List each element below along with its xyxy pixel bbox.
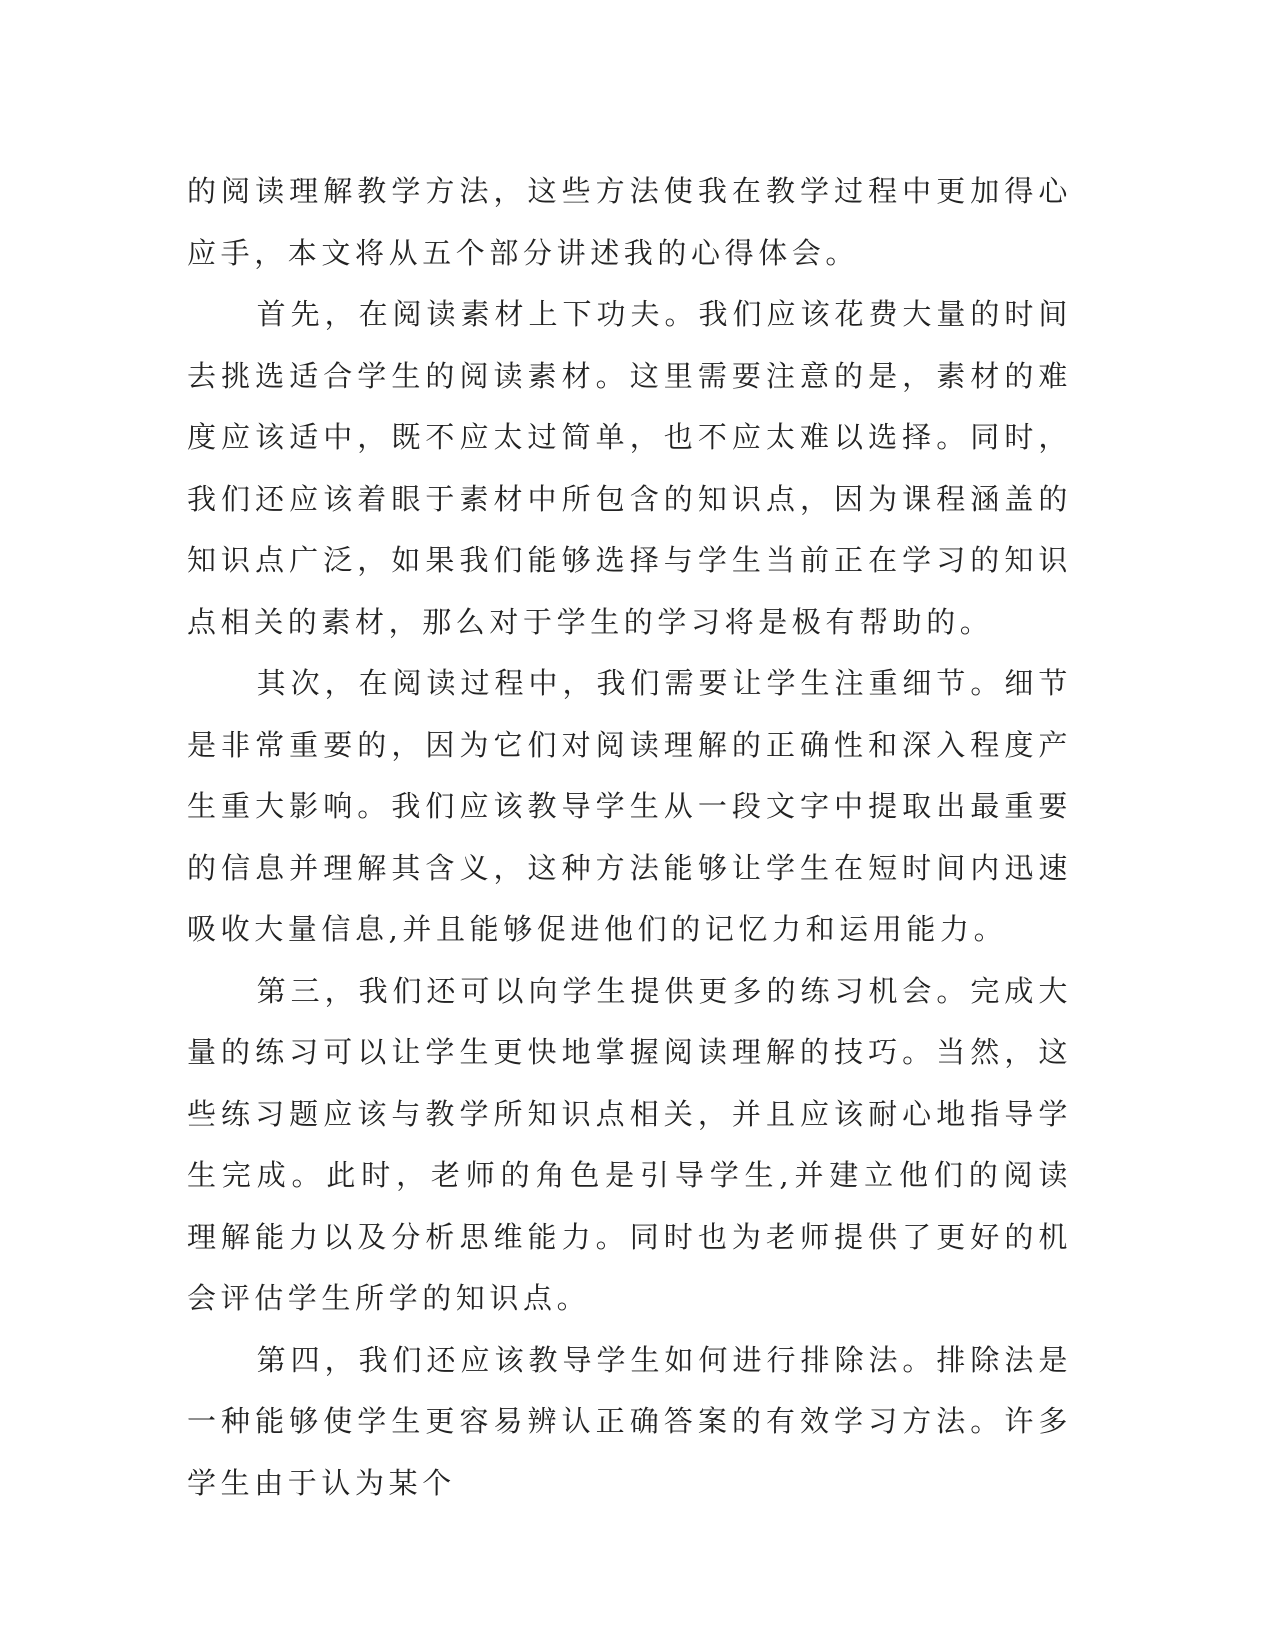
paragraph-continued-intro: 的阅读理解教学方法，这些方法使我在教学过程中更加得心应手，本文将从五个部分讲述我的心得体会。 — [187, 174, 1072, 270]
paragraph-details: 其次，在阅读过程中，我们需要让学生注重细节。细节是非常重要的，因为它们对阅读理解的正确性和深入程度产生重大影响。我们应该教导学生从一段文字中提取出最重要的信息并理解其含义，这种方法能够让学生在短时间内迅速吸收大量信息,并且能够促进他们的记忆力和运用能力。 — [187, 666, 1072, 946]
paragraph-practice: 第三，我们还可以向学生提供更多的练习机会。完成大量的练习可以让学生更快地掌握阅读理解的技巧。当然，这些练习题应该与教学所知识点相关，并且应该耐心地指导学生完成。此时，老师的角色是引导学生,并建立他们的阅读理解能力以及分析思维能力。同时也为老师提供了更好的机会评估学生所学的知识点。 — [187, 973, 1072, 1315]
paragraph-elimination: 第四，我们还应该教导学生如何进行排除法。排除法是一种能够使学生更容易辨认正确答案的有效学习方法。许多学生由于认为某个 — [187, 1342, 1072, 1500]
paragraph-reading-material: 首先，在阅读素材上下功夫。我们应该花费大量的时间去挑选适合学生的阅读素材。这里需要注意的是，素材的难度应该适中，既不应太过简单，也不应太难以选择。同时，我们还应该着眼于素材中所包含的知识点，因为课程涵盖的知识点广泛，如果我们能够选择与学生当前正在学习的知识点相关的素材，那么对于学生的学习将是极有帮助的。 — [187, 297, 1072, 639]
document-body — [187, 161, 1072, 1514]
